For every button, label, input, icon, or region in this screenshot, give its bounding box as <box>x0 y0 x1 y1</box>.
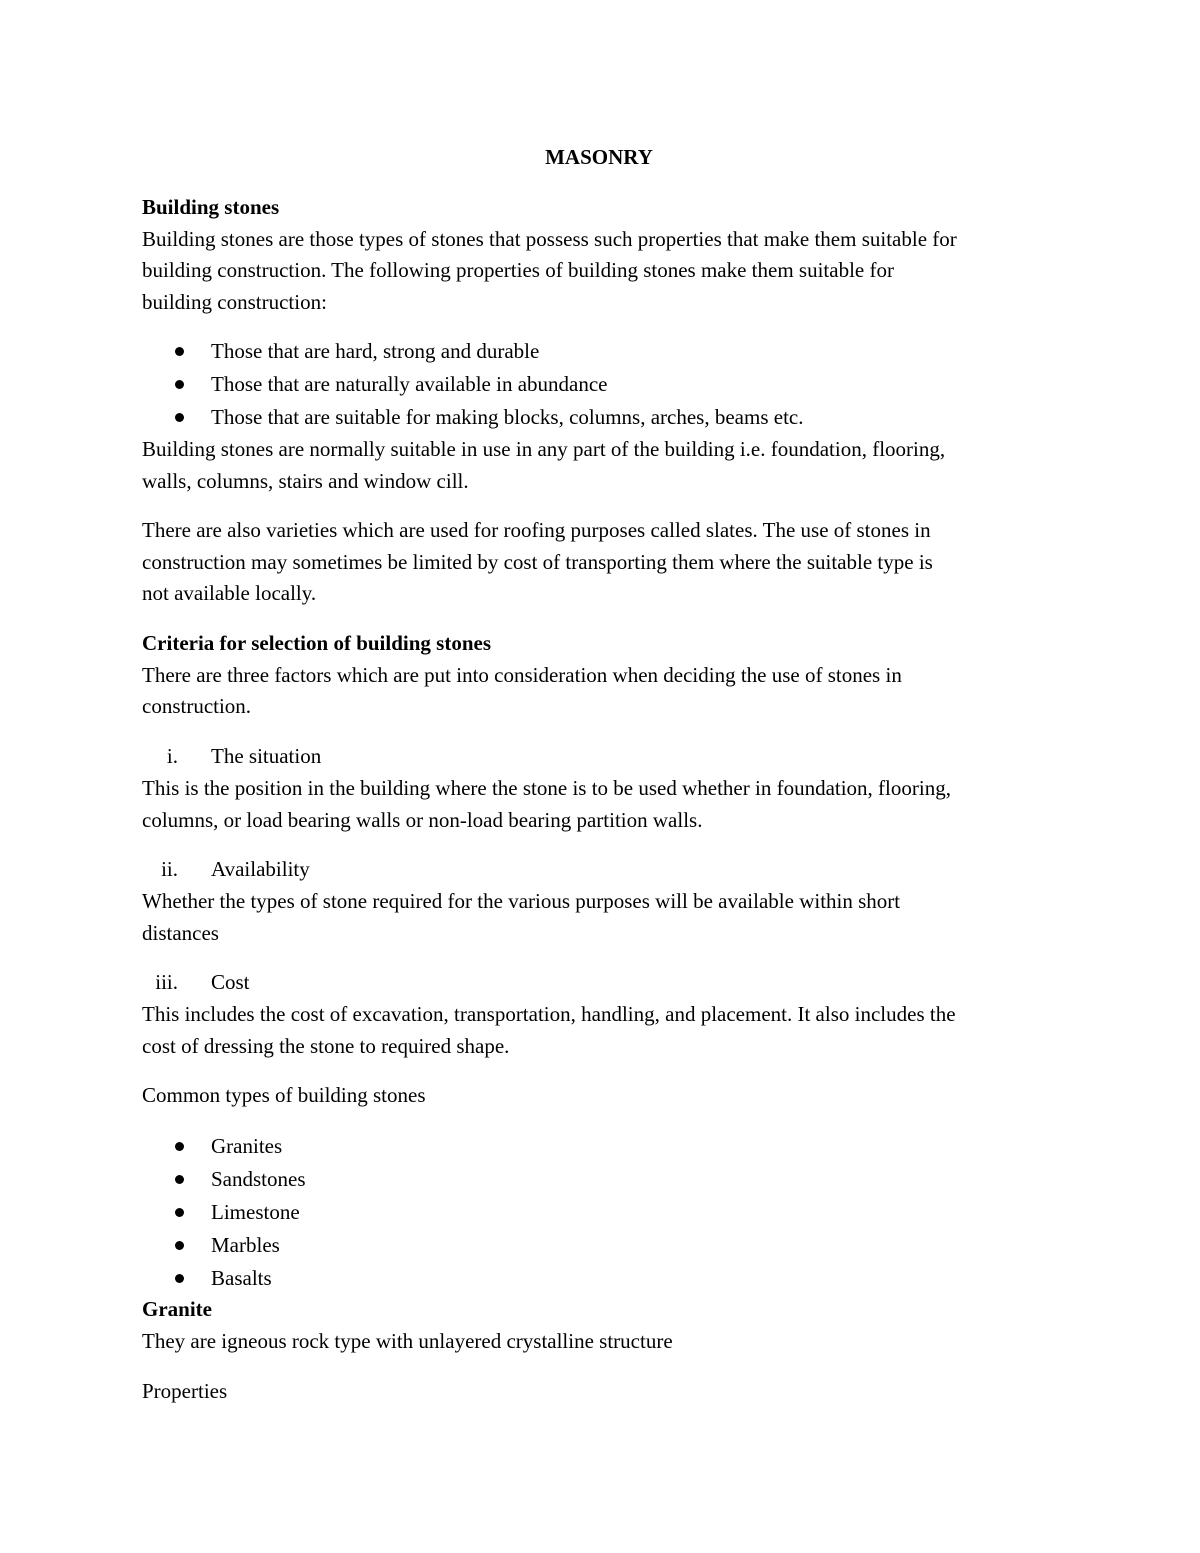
usage-paragraph <box>142 434 1072 497</box>
paragraph-line: This is the position in the building where the stone is to be used whether in foundation, flooring, <box>142 776 951 800</box>
paragraph-line: construction. <box>142 694 252 718</box>
factor-label: Cost <box>211 970 250 994</box>
list-numeral: i. <box>166 744 178 768</box>
bullet-icon <box>175 413 184 422</box>
list-item-text: Those that are naturally available in abundance <box>211 372 608 396</box>
roofing-paragraph <box>142 515 1072 610</box>
list-item-text: Marbles <box>211 1233 280 1257</box>
list-item-text: Granites <box>211 1134 283 1158</box>
document-page <box>142 0 1072 1553</box>
factor-description <box>142 886 1072 949</box>
list-item <box>142 335 1072 368</box>
paragraph-line: construction may sometimes be limited by cost of transporting them where the suitable type is <box>142 549 933 574</box>
paragraph-line: columns, or load bearing walls or non-load bearing partition walls. <box>142 807 703 832</box>
bullet-icon <box>175 1142 184 1151</box>
criteria-section <box>142 628 1072 723</box>
list-item-text: Sandstones <box>211 1167 306 1191</box>
paragraph-line: walls, columns, stairs and window cill. <box>142 468 469 493</box>
factor-description <box>142 773 1072 836</box>
section-heading: Building stones <box>142 195 280 219</box>
bullet-icon <box>175 347 184 356</box>
list-item <box>142 1130 1072 1163</box>
paragraph-line: building construction. The following properties of building stones make them suitable for <box>142 258 894 282</box>
building-stones-section <box>142 192 1072 318</box>
paragraph-line: building construction: <box>142 289 327 314</box>
properties-label: Properties <box>142 1379 228 1403</box>
common-types-intro <box>142 1080 1072 1112</box>
list-item <box>142 368 1072 401</box>
bullet-icon <box>175 1208 184 1217</box>
document-title: MASONRY <box>545 145 653 169</box>
bullet-icon <box>175 1175 184 1184</box>
properties-label-block <box>142 1376 1072 1408</box>
list-item-text: Basalts <box>211 1266 272 1290</box>
list-item-text: Those that are hard, strong and durable <box>211 339 540 363</box>
paragraph-line: Common types of building stones <box>142 1083 426 1107</box>
properties-bullet-list <box>142 335 1072 434</box>
factor-label: The situation <box>211 744 322 768</box>
paragraph-line: This includes the cost of excavation, transportation, handling, and placement. It also includes the <box>142 1002 956 1026</box>
granite-section <box>142 1294 1072 1357</box>
list-item <box>142 1196 1072 1229</box>
factor-description <box>142 999 1072 1062</box>
list-item <box>142 401 1072 434</box>
list-numeral: ii. <box>161 857 178 881</box>
list-item <box>142 1163 1072 1196</box>
stone-types-bullet-list <box>142 1130 1072 1295</box>
section-heading: Criteria for selection of building stones <box>142 631 492 655</box>
paragraph-line: cost of dressing the stone to required shape. <box>142 1033 510 1058</box>
factor-label: Availability <box>211 857 310 881</box>
paragraph-line: Building stones are those types of stones that possess such properties that make them suitable for <box>142 226 957 251</box>
bullet-icon <box>175 1241 184 1250</box>
list-item-text: Limestone <box>211 1200 300 1224</box>
paragraph-line: There are three factors which are put into consideration when deciding the use of stones in <box>142 662 902 687</box>
paragraph-line: There are also varieties which are used for roofing purposes called slates. The use of stones in <box>142 518 931 542</box>
list-numeral: iii. <box>155 970 178 994</box>
paragraph-line: not available locally. <box>142 581 317 605</box>
list-item <box>142 1229 1072 1262</box>
list-item <box>142 1262 1072 1295</box>
bullet-icon <box>175 380 184 389</box>
paragraph-line: They are igneous rock type with unlayered crystalline structure <box>142 1328 673 1353</box>
section-heading: Granite <box>142 1297 212 1321</box>
paragraph-line: Building stones are normally suitable in use in any part of the building i.e. foundation, flooring, <box>142 437 946 461</box>
list-item-text: Those that are suitable for making blocks, columns, arches, beams etc. <box>211 405 804 429</box>
bullet-icon <box>175 1274 184 1283</box>
paragraph-line: Whether the types of stone required for the various purposes will be available within short <box>142 889 901 913</box>
paragraph-line: distances <box>142 920 219 945</box>
